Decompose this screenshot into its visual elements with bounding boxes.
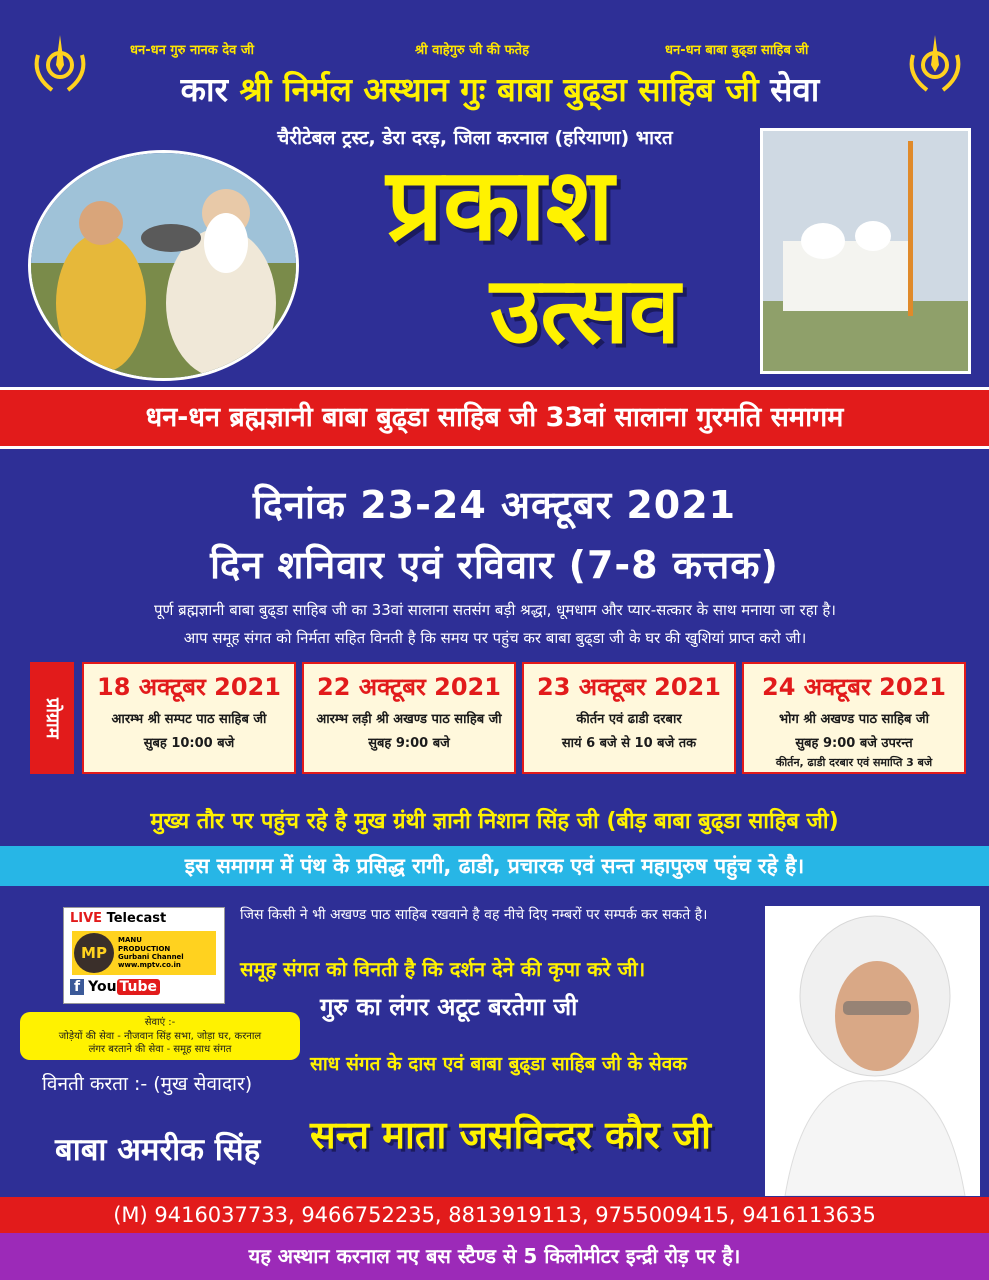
cyan-banner-text: इस समागम में पंथ के प्रसिद्ध रागी, ढाडी, प्रचारक एवं सन्त महापुरुष पहुंच रहे है। — [184, 854, 805, 878]
program-time: सुबह 9:00 बजे उपरन्त — [795, 736, 913, 751]
seva-line-2: लंगर बरताने की सेवा - समूह साध संगत — [88, 1044, 232, 1055]
red-banner-text: धन-धन ब्रह्मज्ञानी बाबा बुढ्डा साहिब जी 33वां सालाना गुरमति समागम — [145, 402, 844, 433]
header-prefix: कार — [180, 70, 229, 109]
program-time: सुबह 9:00 बजे — [368, 736, 450, 751]
program-box — [82, 662, 296, 774]
youtube-you: You — [88, 979, 117, 995]
program-date: 24 अक्टूबर 2021 — [762, 673, 946, 701]
seva-line-1: जोड़ेयों की सेवा - नौजवान सिंह सभा, जोड़ा घर, करनाल — [58, 1030, 262, 1042]
khanda-icon-left — [30, 30, 90, 100]
red-banner — [0, 387, 989, 449]
program-label: प्रोग्राम — [30, 662, 74, 774]
location-text: यह अस्थान करनाल नए बस स्टैण्ड से 5 किलोमीटर इन्द्री रोड़ पर है। — [248, 1244, 741, 1268]
live-word: LIVE — [70, 911, 103, 926]
mp-logo-text: MANU PRODUCTION Gurbani Channel www.mptv.co.in — [118, 936, 184, 970]
footer-bar — [0, 1233, 989, 1280]
program-line: भोग श्री अखण्ड पाठ साहिब जी — [779, 712, 929, 727]
facebook-icon: f — [70, 979, 84, 995]
mp-logo-icon: MP — [74, 933, 114, 973]
akhand-path-contact-text: जिस किसी ने भी अखण्ड पाठ साहिब रखवाने है वह नीचे दिए नम्बरों पर सम्पर्क कर सकते है। — [240, 907, 708, 923]
khanda-icon-right — [905, 30, 965, 100]
event-date: दिनांक 23-24 अक्टूबर 2021 — [252, 483, 737, 527]
program-date: 18 अक्टूबर 2021 — [97, 673, 281, 701]
telecast-word: Telecast — [106, 911, 167, 926]
gurdwara-photo — [760, 128, 971, 374]
darshan-request-text: समूह संगत को विनती है कि दर्शन देने की कृपा करे जी। — [240, 957, 646, 981]
live-title — [64, 908, 224, 929]
seva-heading: सेवाएं :- — [144, 1017, 176, 1028]
sevak-text: साध संगत के दास एवं बाबा बुढ्डा साहिब जी के सेवक — [310, 1053, 687, 1075]
header-suffix: सेवा — [770, 70, 820, 109]
title-prakash: प्रकाश — [386, 146, 614, 263]
sant-mata-portrait — [765, 906, 980, 1196]
program-line: आरम्भ लड़ी श्री अखण्ड पाठ साहिब जी — [316, 712, 502, 727]
program-date: 22 अक्टूबर 2021 — [317, 673, 501, 701]
event-day: दिन शनिवार एवं रविवार (7-8 कत्तक) — [210, 543, 779, 587]
live-telecast-box — [63, 907, 225, 1004]
phone-bar — [0, 1197, 989, 1233]
sant-mata-name: सन्त माता जसविन्दर कौर जी — [310, 1113, 711, 1157]
seva-box — [20, 1012, 300, 1060]
intro-para-2: आप समूह संगत को निर्मता सहित विनती है कि समय पर पहुंच कर बाबा बुढ्डा जी के घर की खुशियां प्राप्त करो जी। — [183, 629, 807, 647]
social-row — [64, 977, 224, 997]
langar-text: गुरु का लंगर अटूट बरतेगा जी — [320, 993, 578, 1021]
program-line: कीर्तन एवं ढाडी दरबार — [576, 712, 682, 727]
header-main-line — [90, 66, 910, 111]
program-date: 23 अक्टूबर 2021 — [537, 673, 721, 701]
program-box — [742, 662, 966, 774]
intro-para-1: पूर्ण ब्रह्मज्ञानी बाबा बुढ्डा साहिब जी का 33वां सालाना सतसंग बड़ी श्रद्धा, धूमधाम और प्यार-सत्कार के साथ मनाया जा रहा है। — [154, 601, 836, 619]
youtube-tube: Tube — [117, 979, 161, 995]
header-middle: श्री निर्मल अस्थान गुः बाबा बुढ्डा साहिब जी — [239, 70, 759, 109]
program-line: आरम्भ श्री सम्पट पाठ साहिब जी — [111, 712, 267, 727]
program-box — [302, 662, 516, 774]
baba-painting-image — [28, 150, 299, 381]
manu-production-logo — [72, 931, 216, 975]
program-box — [522, 662, 736, 774]
top-center-text: श्री वाहेगुरु जी की फतेह — [415, 43, 529, 58]
baba-name: बाबा अमरीक सिंह — [55, 1132, 261, 1168]
top-right-text: धन-धन बाबा बुढ्डा साहिब जी — [665, 43, 809, 58]
main-granthi-line: मुख्य तौर पर पहुंच रहे है मुख ग्रंथी ज्ञानी निशान सिंह जी (बीड़ बाबा बुढ्डा साहिब जी) — [150, 809, 839, 834]
phone-numbers: (M) 9416037733, 9466752235, 8813919113, 9755009415, 9416113635 — [113, 1203, 876, 1227]
top-left-text: धन-धन गुरु नानक देव जी — [130, 43, 254, 58]
vinti-karta: विनती करता :- (मुख सेवादार) — [42, 1073, 253, 1095]
title-utsav: उत्सव — [489, 257, 681, 364]
program-time: सायं 6 बजे से 10 बजे तक — [561, 736, 697, 751]
program-time: सुबह 10:00 बजे — [143, 736, 235, 751]
cyan-banner — [0, 846, 989, 886]
trust-line: चैरीटेबल ट्रस्ट, डेरा दरड़, जिला करनाल (हरियाणा) भारत — [277, 127, 673, 149]
program-extra: कीर्तन, ढाडी दरबार एवं समाप्ति 3 बजे — [775, 756, 933, 769]
